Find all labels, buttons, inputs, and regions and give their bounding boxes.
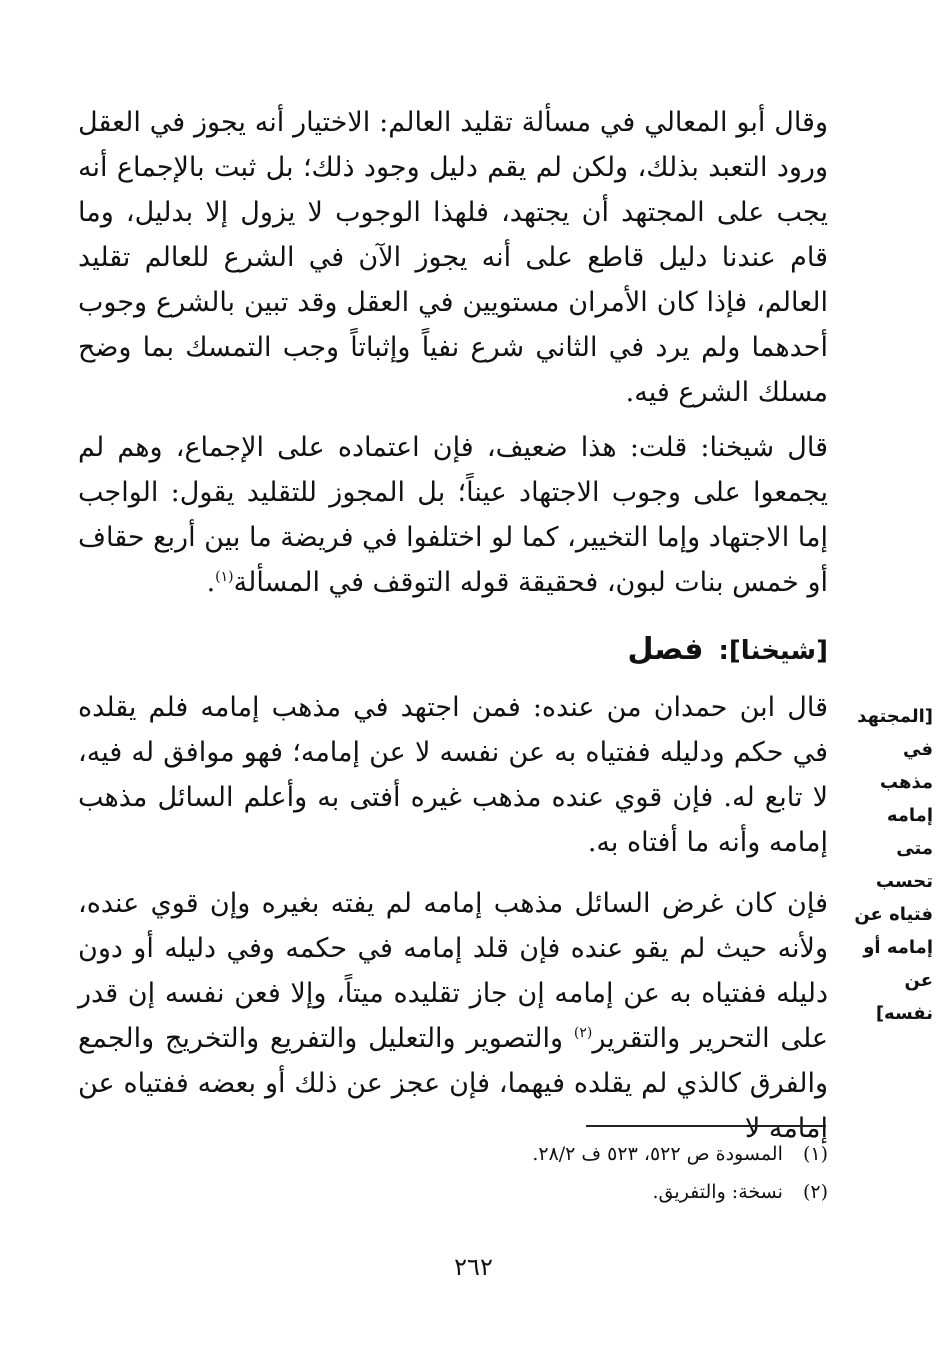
page-number: ٢٦٢ [454,1253,493,1281]
footnote-item [78,1135,828,1173]
footnote-text: المسودة ص ٥٢٢، ٥٢٣ ف ٢٨/٢. [532,1143,783,1165]
paragraph-text: فإن كان غرض السائل مذهب إمامه لم يفته بغيره وإن قوي عنده، ولأنه حيث لم يقو عنده فإن قلد إمامه في حكمه وفي دليله أو دون دليله ففتياه به عن إمامه إن جاز تقليده ميتاً، وإلا فعن نفسه إن قدر على التحرير والتقرير [78,888,828,1054]
paragraph-abu-al-maali: وقال أبو المعالي في مسألة تقليد العالم: الاختيار أنه يجوز في العقل ورود التعبد بذلك، ولكن لم يقم دليل وجود ذلك؛ بل ثبت بالإجماع أنه يجب على المجتهد أن يجتهد، فلهذا الوجوب لا يزول إلا بدليل، وما قام عندنا دليل قاطع على أنه يجوز الآن في الشرع للعالم تقليد العالم، فإذا كان الأمران مستويين في العقل وقد تبين بالشرع وجوب أحدهما ولم يرد في الثاني شرع نفياً وإثباتاً وجب التمسك بما وضح مسلك الشرع فيه. [78,107,828,408]
footnote-number: (١) [802,1143,828,1165]
heading-label: [شيخنا]: [718,636,828,666]
paragraph-end: . [206,567,216,598]
footnote-ref-1[interactable]: (١) [215,569,234,585]
paragraph-ibn-hamdan: قال ابن حمدان من عنده: فمن اجتهد في مذهب إمامه فلم يقلده في حكم ودليله ففتياه به عن نفسه لا عن إمامه؛ فهو موافق له فيه، لا تابع له. فإن قوي عنده مذهب غيره أفتى به وأعلم السائل مذهب إمامه وأنه ما أفتاه به. [78,692,828,858]
paragraph-text-continued: والتصوير والتعليل والتفريع والتخريج والجمع والفرق كالذي لم يقلده فيهما، فإن عجز عن ذلك أو بعضه ففتياه عن إمامه لا [78,1023,828,1144]
footnote-ref-2[interactable]: (٢) [573,1025,593,1041]
paragraph-questioner [78,881,828,1144]
section-heading [627,632,828,667]
footnote-separator [586,1125,826,1127]
footnote-text: نسخة: والتفريق. [652,1181,783,1203]
heading-title: فصل [627,632,704,667]
footnotes [78,1135,828,1211]
paragraph-shaykhuna [78,425,828,605]
margin-note: [المجتهد في مذهب إمامه متى تحسب فتياه عن إمامه أو عن نفسه] [854,706,933,1024]
footnote-item [78,1173,828,1211]
paragraph-text: قال شيخنا: قلت: هذا ضعيف، فإن اعتماده على الإجماع، وهم لم يجمعوا على وجوب الاجتهاد عيناً؛ بل المجوز للتقليد يقول: الواجب إما الاجتهاد وإما التخيير، كما لو اختلفوا في فريضة ما بين أربع حقاف أو خمس بنات لبون، فحقيقة قوله التوقف في المسألة [78,432,828,598]
footnote-number: (٢) [802,1181,828,1203]
